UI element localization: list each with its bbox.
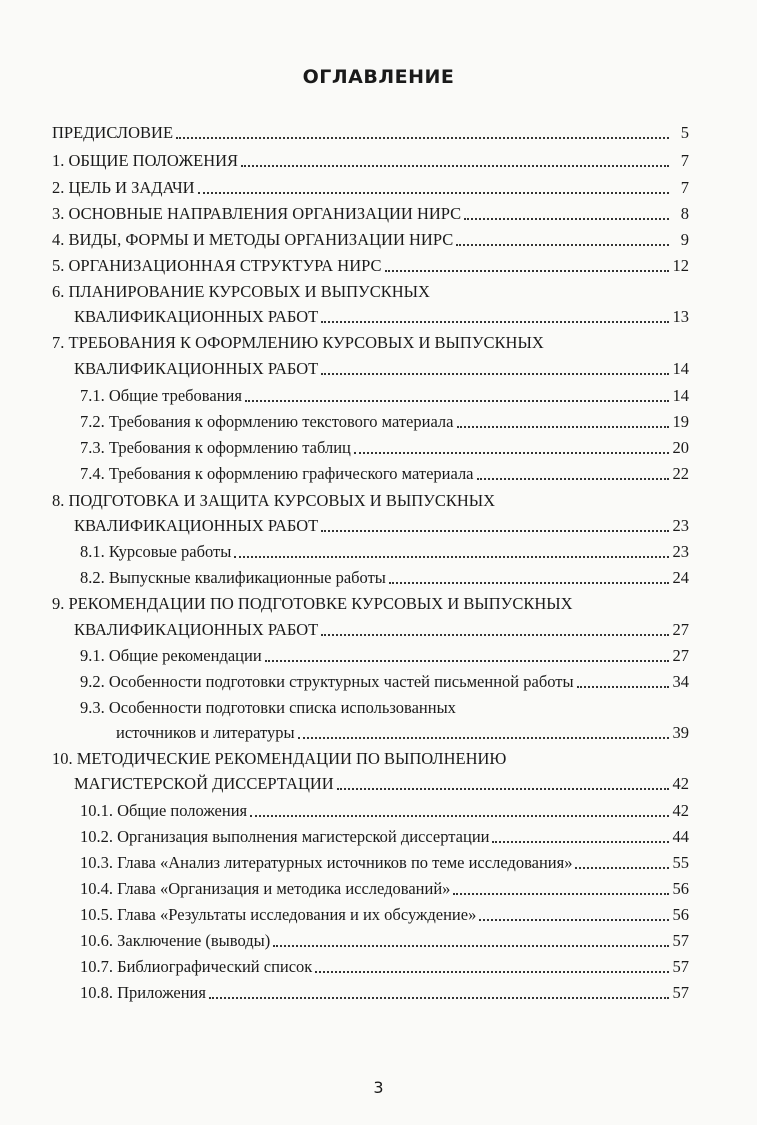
toc-entry xyxy=(74,510,689,536)
toc-entry-heading xyxy=(52,743,689,769)
toc-entry-page: 27 xyxy=(672,620,689,639)
toc-entry-page: 39 xyxy=(672,723,689,742)
toc-entry xyxy=(74,768,689,794)
toc-entry xyxy=(80,847,689,873)
leader-dots xyxy=(321,633,669,636)
leader-dots xyxy=(337,787,669,790)
toc-entry-text: 10.7. Библиографический список xyxy=(80,957,313,976)
leader-dots xyxy=(385,269,669,272)
leader-dots xyxy=(456,243,669,246)
toc-entry xyxy=(80,562,689,588)
leader-dots xyxy=(321,320,669,323)
toc-entry-page: 23 xyxy=(672,516,689,535)
toc-entry-text: 8.2. Выпускные квалификационные работы xyxy=(80,568,386,587)
toc-entry-page: 24 xyxy=(672,568,689,587)
leader-dots xyxy=(389,581,669,584)
toc-entry-text: КВАЛИФИКАЦИОННЫХ РАБОТ xyxy=(74,516,319,535)
toc-entry xyxy=(80,432,689,458)
toc-entry-page: 42 xyxy=(672,801,689,820)
leader-dots xyxy=(321,372,669,375)
toc-entry-text: 9. РЕКОМЕНДАЦИИ ПО ПОДГОТОВКЕ КУРСОВЫХ И ВЫПУСКНЫХ xyxy=(52,594,573,613)
toc-entry-text: 8. ПОДГОТОВКА И ЗАЩИТА КУРСОВЫХ И ВЫПУСКНЫХ xyxy=(52,491,496,510)
toc-entry-text: 6. ПЛАНИРОВАНИЕ КУРСОВЫХ И ВЫПУСКНЫХ xyxy=(52,282,430,301)
toc-entry-page: 14 xyxy=(672,386,689,405)
toc-entry xyxy=(80,536,689,562)
toc-entry xyxy=(74,614,689,640)
toc-entry-page: 9 xyxy=(680,230,689,249)
leader-dots xyxy=(176,136,669,139)
toc-entry-text: КВАЛИФИКАЦИОННЫХ РАБОТ xyxy=(74,620,319,639)
toc-entry-text: 7.3. Требования к оформлению таблиц xyxy=(80,438,351,457)
toc-entry-page: 20 xyxy=(672,438,689,457)
toc-entry xyxy=(116,717,689,743)
toc-entry-text: 7.1. Общие требования xyxy=(80,386,242,405)
toc-entry-page: 8 xyxy=(680,204,689,223)
toc-entry-page: 44 xyxy=(672,827,689,846)
leader-dots xyxy=(321,529,669,532)
leader-dots xyxy=(315,970,669,973)
leader-dots xyxy=(198,191,669,194)
toc-entry-page: 56 xyxy=(672,905,689,924)
leader-dots xyxy=(479,918,669,921)
page-title: ОГЛАВЛЕНИЕ xyxy=(302,66,455,88)
toc-entry-text: МАГИСТЕРСКОЙ ДИССЕРТАЦИИ xyxy=(74,774,334,793)
toc-entry-text: 10.6. Заключение (выводы) xyxy=(80,931,271,950)
toc-entry-text: 8.1. Курсовые работы xyxy=(80,542,232,561)
toc-entry-text: 9.2. Особенности подготовки структурных частей письменной работы xyxy=(80,672,574,691)
toc-entry-page: 13 xyxy=(672,307,689,326)
toc-entry-page: 23 xyxy=(672,542,689,561)
toc-entry-text: 9.1. Общие рекомендации xyxy=(80,646,262,665)
toc-entry xyxy=(80,925,689,951)
leader-dots xyxy=(265,659,669,662)
toc-entry xyxy=(80,458,689,484)
leader-dots xyxy=(492,840,669,843)
toc-entry xyxy=(80,406,689,432)
toc-entry-heading xyxy=(80,692,689,718)
toc-entry-text: 10.8. Приложения xyxy=(80,983,206,1002)
toc-entry xyxy=(52,250,689,276)
leader-dots xyxy=(477,477,669,480)
toc-entry-page: 57 xyxy=(672,931,689,950)
toc-entry-text: 5. ОРГАНИЗАЦИОННАЯ СТРУКТУРА НИРС xyxy=(52,256,382,275)
leader-dots xyxy=(234,555,669,558)
leader-dots xyxy=(241,164,669,167)
toc-entry xyxy=(80,899,689,925)
leader-dots xyxy=(298,736,669,739)
toc-entry-page: 14 xyxy=(672,359,689,378)
toc-entry-page: 12 xyxy=(672,256,689,275)
toc-entry-heading xyxy=(52,276,689,302)
toc-entry-text: 1. ОБЩИЕ ПОЛОЖЕНИЯ xyxy=(52,151,239,170)
leader-dots xyxy=(575,866,669,869)
toc-entry-page: 7 xyxy=(680,178,689,197)
leader-dots xyxy=(250,814,669,817)
toc-entry-text: 10.5. Глава «Результаты исследования и их обсуждение» xyxy=(80,905,477,924)
toc-entry-text: 9.3. Особенности подготовки списка использованных xyxy=(80,698,456,717)
toc-entry-page: 56 xyxy=(672,879,689,898)
toc-entry-page: 42 xyxy=(672,774,689,793)
toc-entry-text: 7. ТРЕБОВАНИЯ К ОФОРМЛЕНИЮ КУРСОВЫХ И ВЫПУСКНЫХ xyxy=(52,333,544,352)
toc-entry-text: 4. ВИДЫ, ФОРМЫ И МЕТОДЫ ОРГАНИЗАЦИИ НИРС xyxy=(52,230,454,249)
toc-entry-heading xyxy=(52,588,689,614)
toc-entry-text: 10.1. Общие положения xyxy=(80,801,248,820)
toc-entry-page: 57 xyxy=(672,957,689,976)
leader-dots xyxy=(273,944,669,947)
toc-entry xyxy=(80,795,689,821)
toc-entry xyxy=(52,145,689,171)
toc-entry-text: КВАЛИФИКАЦИОННЫХ РАБОТ xyxy=(74,359,319,378)
toc-entry xyxy=(52,117,689,143)
toc-entry xyxy=(80,640,689,666)
toc-entry-text: 2. ЦЕЛЬ И ЗАДАЧИ xyxy=(52,178,195,197)
leader-dots xyxy=(577,685,669,688)
toc-entry xyxy=(80,951,689,977)
toc-entry-page: 5 xyxy=(680,123,689,142)
toc-entry-page: 19 xyxy=(672,412,689,431)
toc-entry-text: КВАЛИФИКАЦИОННЫХ РАБОТ xyxy=(74,307,319,326)
leader-dots xyxy=(354,451,669,454)
toc-entry-text: 10.4. Глава «Организация и методика исследований» xyxy=(80,879,451,898)
toc-entry-text: источников и литературы xyxy=(116,723,295,742)
toc-entry xyxy=(80,821,689,847)
toc-entry-text: 10. МЕТОДИЧЕСКИЕ РЕКОМЕНДАЦИИ ПО ВЫПОЛНЕНИЮ xyxy=(52,749,507,768)
toc-entry xyxy=(74,353,689,379)
leader-dots xyxy=(457,425,670,428)
toc-entry-text: 7.2. Требования к оформлению текстового материала xyxy=(80,412,454,431)
toc-entry xyxy=(52,172,689,198)
toc-entry-text: 10.2. Организация выполнения магистерской диссертации xyxy=(80,827,490,846)
toc-entry-text: 7.4. Требования к оформлению графического материала xyxy=(80,464,474,483)
toc-entry-page: 57 xyxy=(672,983,689,1002)
toc-entry-page: 27 xyxy=(672,646,689,665)
toc-entry xyxy=(80,380,689,406)
toc-entry xyxy=(80,977,689,1003)
toc-entry-text: ПРЕДИСЛОВИЕ xyxy=(52,123,174,142)
toc-entry-heading xyxy=(52,327,689,353)
toc-entry-page: 55 xyxy=(672,853,689,872)
leader-dots xyxy=(209,996,669,999)
toc-entry-page: 7 xyxy=(680,151,689,170)
toc-entry xyxy=(52,198,689,224)
page-number: 3 xyxy=(373,1078,384,1097)
toc-entry xyxy=(80,666,689,692)
toc-entry xyxy=(52,224,689,250)
toc-entry-text: 3. ОСНОВНЫЕ НАПРАВЛЕНИЯ ОРГАНИЗАЦИИ НИРС xyxy=(52,204,462,223)
leader-dots xyxy=(464,217,669,220)
toc-entry-text: 10.3. Глава «Анализ литературных источников по теме исследования» xyxy=(80,853,573,872)
toc-entry-page: 22 xyxy=(672,464,689,483)
leader-dots xyxy=(453,892,669,895)
toc-entry-heading xyxy=(52,485,689,511)
toc-entry xyxy=(80,873,689,899)
toc-entry xyxy=(74,301,689,327)
leader-dots xyxy=(245,399,669,402)
toc-entry-page: 34 xyxy=(672,672,689,691)
